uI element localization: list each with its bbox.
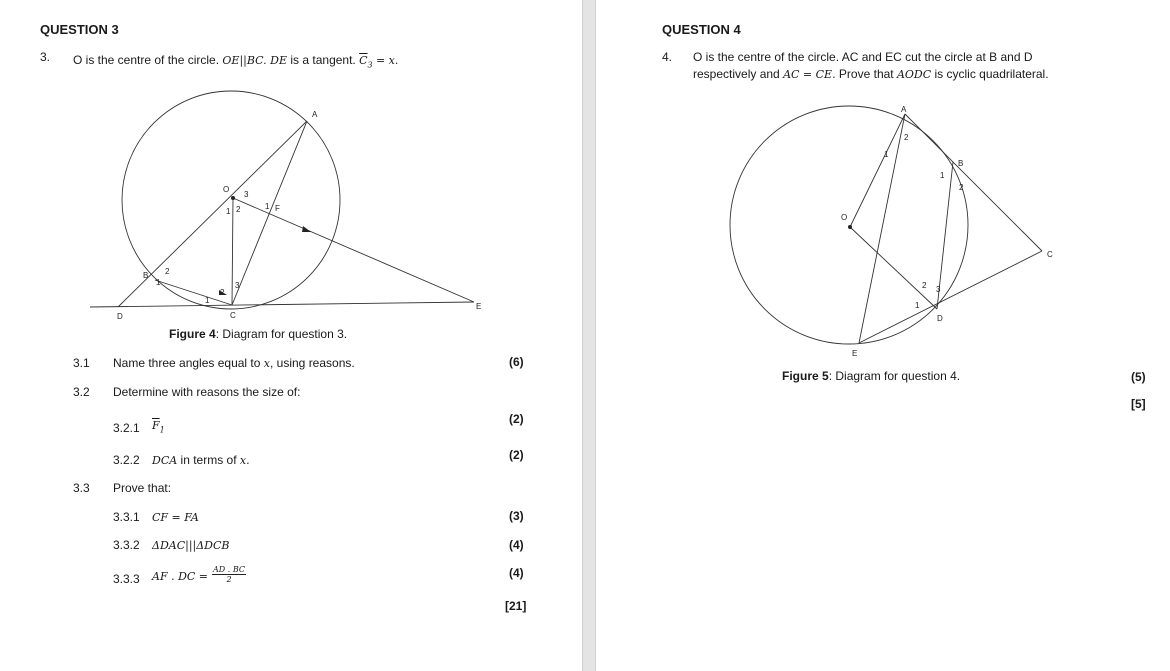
question-3-heading: QUESTION 3: [40, 22, 119, 37]
item-3-3-text: Prove that:: [113, 481, 172, 495]
angle-o2: 2: [236, 205, 241, 214]
line-ec: [859, 251, 1042, 343]
mark-3-3-3: (4): [509, 566, 524, 580]
label-a: A: [901, 105, 907, 114]
figure-4-caption: [169, 327, 347, 341]
stem-math-2: AODC: [896, 68, 932, 81]
label-e: E: [852, 349, 858, 358]
question-4-number: 4.: [662, 50, 673, 64]
item-3-3-1-math: [152, 510, 199, 524]
item-3-2-text: Determine with reasons the size of:: [113, 385, 301, 399]
item-text-2: , using reasons.: [270, 356, 355, 370]
caption-rest: : Diagram for question 4.: [828, 369, 961, 383]
item-math: AF . DC =: [152, 570, 209, 583]
item-num: 3.2.2: [113, 453, 140, 467]
item-num: 3.3.2: [113, 538, 140, 552]
label-e: E: [476, 302, 482, 311]
item-math: $\overline{F}$: [152, 419, 160, 432]
stem-text: respectively and: [693, 67, 780, 81]
line-oe: [233, 198, 474, 302]
item-3-3-3-math: [152, 569, 208, 583]
figure-4-circle: [122, 91, 340, 309]
line-ac: [905, 114, 1042, 251]
stem-math: OE||BC. DE: [222, 54, 288, 67]
angle-a2: 2: [904, 133, 909, 142]
item-num: 3.2.1: [113, 421, 140, 435]
page-gutter: [582, 0, 596, 671]
mark-3-2-1: (2): [509, 412, 524, 426]
mark-3-3-1: (3): [509, 509, 524, 523]
item-num: 3.1: [73, 356, 90, 370]
mark-3-3-2: (4): [509, 538, 524, 552]
item-text: in terms of: [177, 453, 237, 467]
line-ca: [232, 121, 307, 305]
angle-d3: 3: [936, 285, 941, 294]
item-3-3-2-math: [152, 538, 230, 552]
angle-o1: 1: [226, 207, 231, 216]
item-math: CF = FA: [152, 511, 199, 524]
figure-4-diagram: [0, 0, 582, 330]
angle-c3: 3: [235, 281, 240, 290]
centre-o-dot: [848, 225, 852, 229]
item-math-sub: 1: [159, 425, 165, 435]
line-oa: [850, 114, 905, 227]
angle-c2: 2: [220, 288, 225, 297]
question-4-mark: (5): [1131, 370, 1146, 384]
right-page: [596, 0, 1170, 671]
angle-a1: 1: [884, 150, 889, 159]
item-3-1-text: [113, 356, 355, 370]
label-f: F: [275, 204, 280, 213]
item-num: 3.3: [73, 481, 90, 495]
line-oc: [232, 198, 233, 305]
question-4-heading: QUESTION 4: [662, 22, 741, 37]
figure-5-caption: [782, 369, 960, 383]
stem-math: AC = CE.: [783, 68, 836, 81]
figure-5-diagram: [596, 0, 1170, 370]
label-c: C: [1047, 250, 1053, 259]
item-math: DCA: [152, 454, 178, 467]
angle-f1: 1: [265, 202, 270, 211]
angle-b2: 2: [959, 183, 964, 192]
label-a: A: [312, 110, 318, 119]
caption-bold: Figure 5: [782, 369, 829, 383]
label-d: D: [117, 312, 123, 321]
angle-o3: 3: [244, 190, 249, 199]
item-3-2-1-math: [152, 418, 165, 434]
centre-o-dot: [231, 196, 235, 200]
question-4-stem-line-1: O is the centre of the circle. AC and EC cut the circle at B and D: [693, 50, 1033, 64]
question-4-total: [5]: [1131, 397, 1146, 411]
item-math: ΔDAC|||ΔDCB: [152, 539, 230, 552]
angle-d2: 2: [922, 281, 927, 290]
question-3-total: [21]: [505, 599, 527, 613]
item-text: Name three angles equal to: [113, 356, 261, 370]
parallel-arrow-oe: [302, 226, 311, 232]
line-od: [850, 227, 937, 309]
caption-bold: Figure 4: [169, 327, 216, 341]
left-page: [0, 0, 582, 671]
angle-c1: 1: [205, 296, 210, 305]
fraction-denominator: 2: [226, 575, 232, 584]
angle-b1: 1: [156, 278, 161, 287]
label-o: O: [223, 185, 230, 194]
mark-3-1: (6): [509, 355, 524, 369]
stem-text-2: is a tangent.: [290, 53, 356, 67]
fraction-numerator: AD . BC: [213, 565, 245, 574]
item-num: 3.2: [73, 385, 90, 399]
stem-angle: $\overline{C}$: [359, 54, 368, 67]
question-3-number: 3.: [40, 50, 51, 64]
item-num: 3.3.1: [113, 510, 140, 524]
stem-angle-sub: 3: [367, 60, 373, 70]
line-ae: [859, 114, 905, 343]
stem-text-2: Prove that: [838, 67, 894, 81]
item-num: 3.3.3: [113, 572, 140, 586]
label-d: D: [937, 314, 943, 323]
stem-text-3: is cyclic quadrilateral.: [934, 67, 1049, 81]
label-c: C: [230, 311, 236, 320]
angle-b2: 2: [165, 267, 170, 276]
stem-text: O is the centre of the circle.: [73, 53, 220, 67]
angle-b1: 1: [940, 171, 945, 180]
caption-rest: : Diagram for question 3.: [215, 327, 348, 341]
label-b: B: [143, 271, 149, 280]
fraction: [212, 565, 246, 584]
tangent-line-de: [90, 302, 474, 307]
label-b: B: [958, 159, 964, 168]
mark-3-2-2: (2): [509, 448, 524, 462]
item-3-2-2-text: [152, 453, 250, 467]
item-math-2: x.: [239, 454, 250, 467]
angle-d1: 1: [915, 301, 920, 310]
item-math: x: [263, 357, 270, 370]
stem-equals: = x.: [375, 54, 399, 67]
label-o: O: [841, 213, 848, 222]
